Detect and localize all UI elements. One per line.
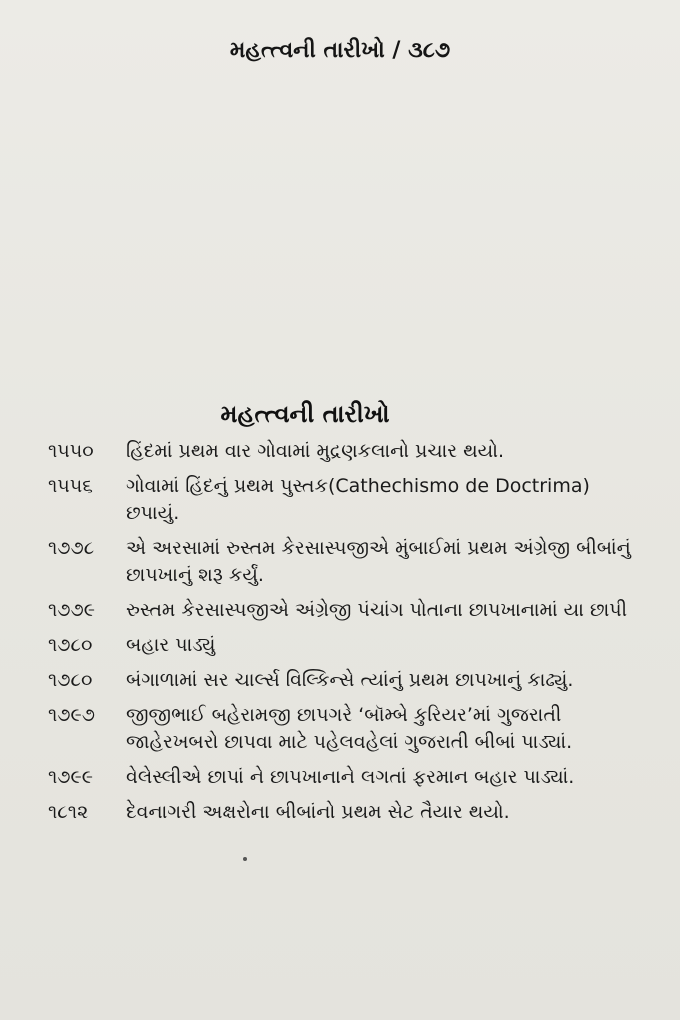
- list-item: [48, 473, 648, 527]
- entry-year: ૧૭૮૦: [48, 634, 93, 656]
- entry-text: દેવનાગરી અક્ષરોના બીબાંનો પ્રથમ સેટ તૈયાર થયો.: [126, 801, 510, 823]
- entry-year: ૧૫૫૬: [48, 475, 93, 497]
- list-item: [48, 667, 648, 694]
- entry-year: ૧૭૭૯: [48, 599, 95, 621]
- list-item: [48, 764, 648, 791]
- entry-text: જીજીભાઈ બહેરામજી છાપગરે ‘બૉમ્બે કુરિયર’માં ગુજરાતી જાહેરખબરો છાપવા માટે પહેલવહેલાં ગુજરાતી બીબાં પાડ્યાં.: [126, 704, 573, 753]
- entry-year: ૧૮૧૨: [48, 801, 89, 823]
- entry-text: એ અરસામાં રુસ્તમ કેરસાસ્પજીએ મુંબાઈમાં પ્રથમ અંગ્રેજી બીબાંનું છાપખાનું શરૂ કર્યું.: [126, 537, 631, 586]
- list-item: [48, 702, 648, 756]
- entry-year: ૧૭૯૭: [48, 704, 95, 726]
- ink-speck: [243, 857, 247, 861]
- reverse-side-bleed-through: [40, 70, 650, 400]
- entry-text: વેલેસ્લીએ છાપાં ને છાપખાનાને લગતાં ફરમાન બહાર પાડ્યાં.: [126, 766, 575, 788]
- list-item: [48, 632, 648, 659]
- entry-text: હિંદમાં પ્રથમ વાર ગોવામાં મુદ્રણકલાનો પ્રચાર થયો.: [126, 440, 505, 462]
- entry-year: ૧૭૯૯: [48, 766, 94, 788]
- entry-text: રુસ્તમ કેરસાસ્પજીએ અંગ્રેજી પંચાંગ પોતાના છાપખાનામાં યા છાપી: [126, 599, 628, 621]
- running-header: મહત્ત્વની તારીખો / ૩૮૭: [229, 38, 451, 63]
- list-item: [48, 799, 648, 826]
- list-item: [48, 597, 648, 624]
- list-item: [48, 438, 648, 465]
- section-title: મહત્ત્વની તારીખો: [220, 400, 390, 428]
- dates-list: [48, 438, 648, 834]
- entry-year: ૧૭૭૮: [48, 537, 95, 559]
- entry-text: બંગાળામાં સર ચાર્લ્સ વિલ્કિન્સે ત્યાંનું પ્રથમ છાપખાનું કાઢ્યું.: [126, 669, 574, 691]
- entry-year: ૧૭૮૦: [48, 669, 93, 691]
- entry-year: ૧૫૫૦: [48, 440, 94, 462]
- entry-text: ગોવામાં હિંદનું પ્રથમ પુસ્તક(Cathechismo de Doctrima) છપાયું.: [126, 475, 590, 524]
- entry-text: બહાર પાડ્યું: [126, 634, 216, 656]
- list-item: [48, 535, 648, 589]
